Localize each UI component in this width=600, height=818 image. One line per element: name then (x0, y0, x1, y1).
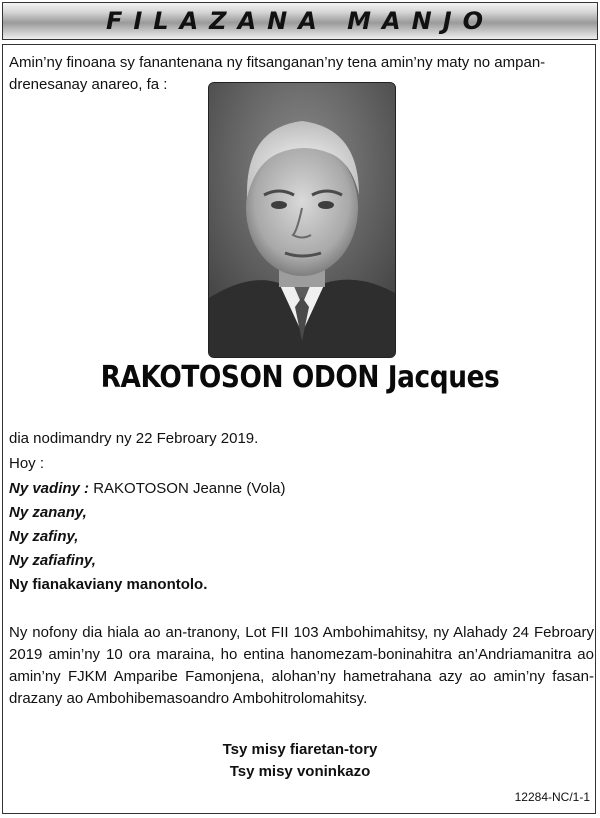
fianakaviana-line: Ny fianakaviany manontolo. (9, 576, 208, 593)
intro-text: Amin’ny finoana sy fanantenana ny fitsanganan’ny tena amin’ny maty no ampan-drenesanay anareo, fa : (9, 54, 546, 93)
zafiafiny-line: Ny zafiafiny, (9, 552, 96, 569)
closing-notes (0, 739, 600, 783)
reference-code: 12284-NC/1-1 (514, 790, 590, 804)
closing-line-2: Tsy misy voninkazo (229, 763, 371, 780)
zafiny-line: Ny zafiny, (9, 528, 79, 545)
zanany-line: Ny zanany, (9, 504, 87, 521)
header-banner (2, 2, 598, 40)
banner-title: FILAZANA MANJO (105, 7, 495, 35)
date-line: dia nodimandry ny 22 Febroary 2019. (9, 430, 259, 447)
funeral-details: Ny nofony dia hiala ao an-tranony, Lot FII 103 Ambohimahitsy, ny Alahady 24 Febroary 2019 amin’ny 10 ora maraina, ho entina hanomezam-boninahitra an’Andriamanitra ao amin’ny FJKM Amparibe Famonjena, alohan’ny hametrahana azy ao amin’ny fasan-drazany ao Ambohibemasoandro Ambohitrolomahitsy. (9, 624, 594, 707)
deceased-photo (208, 82, 396, 358)
vady-line (9, 478, 594, 500)
vady-name: RAKOTOSON Jeanne (Vola) (89, 480, 286, 497)
deceased-name: RAKOTOSON ODON Jacques (100, 360, 500, 395)
portrait-image (209, 83, 395, 357)
vady-label: Ny vadiny : (9, 480, 90, 497)
closing-line-1: Tsy misy fiaretan-tory (222, 741, 378, 758)
hoy-label: Hoy : (9, 455, 45, 472)
